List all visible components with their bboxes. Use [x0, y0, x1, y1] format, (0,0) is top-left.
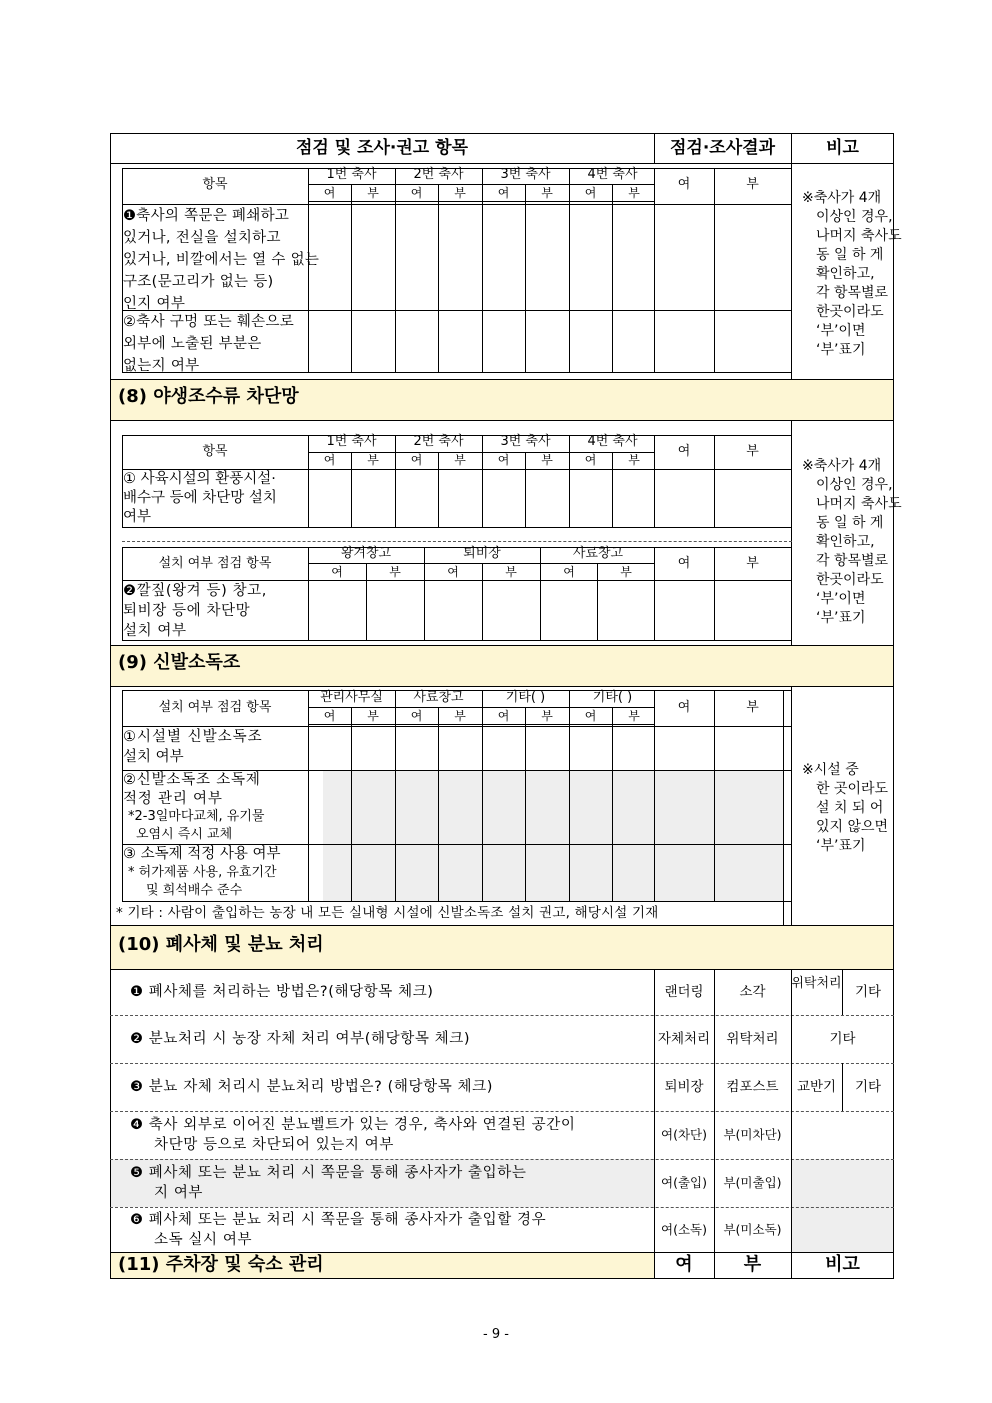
- item-text-line: 구조(문고리가 없는 등): [123, 274, 274, 290]
- row-text-line: ❶ 폐사체를 처리하는 방법은?(해당항목 체크): [130, 984, 434, 1000]
- barn-header-3: 3번 축사: [500, 167, 551, 182]
- yes-subheader: 여: [497, 186, 510, 200]
- place-header-4: 기타( ): [592, 690, 633, 705]
- rule-line: [714, 969, 715, 1252]
- rule-line: [110, 1252, 894, 1253]
- row-text-line: 차단망 등으로 차단되어 있는지 여부: [154, 1137, 394, 1153]
- yes-subheader: 여: [584, 709, 597, 723]
- rule-line: [791, 686, 792, 925]
- item-text-line: 없는지 여부: [123, 358, 200, 374]
- no-subheader: 부: [454, 186, 466, 200]
- rule-line: [122, 527, 792, 528]
- row-text-line: 소독 실시 여부: [154, 1231, 253, 1248]
- option-cell[interactable]: 기타: [854, 984, 882, 1000]
- dashed-rule: [110, 1015, 894, 1016]
- item-text-line: 있거나, 전실을 설치하고: [123, 230, 281, 246]
- yes-subheader: 여: [497, 453, 510, 467]
- item-label-header: 항목: [202, 444, 228, 459]
- option-cell[interactable]: 부(미차단): [723, 1127, 782, 1142]
- item-text-line: ❶축사의 쪽문은 폐쇄하고: [123, 208, 290, 224]
- rule-line: [438, 184, 439, 372]
- no-subheader: 부: [541, 186, 553, 200]
- item-text-line: 설치 여부: [123, 749, 184, 765]
- rule-line: [791, 969, 792, 1279]
- option-cell[interactable]: 여(차단): [661, 1127, 707, 1142]
- result-no-header: 부: [746, 556, 759, 571]
- result-yes-header: 여: [677, 700, 691, 715]
- rule-line: [791, 163, 792, 379]
- barn-header-3: 3번 축사: [500, 434, 551, 449]
- no-subheader: 부: [541, 453, 553, 467]
- dashed-rule: [110, 1159, 894, 1160]
- dashed-rule: [110, 1207, 894, 1208]
- item-text-line: ①시설별 신발소독조: [123, 729, 263, 745]
- item-text-line: 인지 여부: [123, 296, 186, 312]
- check-item-header: 설치 여부 점검 항목: [158, 556, 272, 571]
- section-10-title: (10) 폐사체 및 분뇨 처리: [118, 934, 324, 955]
- rule-line: [714, 168, 715, 372]
- yes-subheader: 여: [447, 565, 459, 579]
- no-subheader: 부: [541, 709, 553, 723]
- item-text-line: 있거나, 비깔에서는 열 수 없는: [123, 252, 320, 268]
- section-11-remark-header: 비고: [825, 1254, 860, 1275]
- barn-header-2: 2번 축사: [413, 434, 464, 449]
- item-text-line: 퇴비장 등에 차단망: [123, 603, 251, 619]
- remark-note-line: 이상인 경우,: [816, 477, 893, 493]
- storage-header-3: 사료창고: [572, 546, 624, 561]
- item-text-line: *2-3일마다교체, 유기물: [128, 809, 265, 824]
- rule-line: [110, 379, 894, 380]
- yes-subheader: 여: [410, 709, 423, 723]
- rule-line: [791, 420, 792, 645]
- rule-line: [783, 690, 784, 925]
- row-text-line: 지 여부: [154, 1185, 204, 1201]
- remark-note-line: 확인하고,: [816, 266, 875, 282]
- option-cell[interactable]: 부(미출입): [723, 1175, 782, 1190]
- remark-note-line: 있지 않으면: [816, 819, 889, 835]
- rule-line: [122, 901, 792, 902]
- option-cell[interactable]: 여(소독): [661, 1221, 707, 1237]
- option-cell[interactable]: 위탁처리: [726, 1031, 779, 1047]
- storage-header-1: 왕겨창고: [340, 546, 392, 561]
- remark-note-line: 각 항목별로: [816, 553, 889, 569]
- item-text-line: ① 사육시설의 환풍시설·: [123, 471, 276, 487]
- remark-note-line: 동 일 하 게: [816, 247, 884, 263]
- yes-subheader: 여: [323, 709, 336, 723]
- result-no-header: 부: [746, 700, 759, 715]
- rule-line: [110, 925, 894, 926]
- result-yes-header: 여: [677, 177, 691, 192]
- remark-note-line: ‘부’표기: [816, 342, 866, 358]
- barn-header-2: 2번 축사: [413, 167, 464, 182]
- option-cell[interactable]: 랜더링: [664, 984, 704, 1000]
- rule-line: [110, 163, 894, 164]
- section-9-title: (9) 신발소독조: [118, 652, 241, 673]
- rule-line: [714, 690, 715, 901]
- yes-subheader: 여: [563, 565, 575, 579]
- rule-line: [612, 707, 613, 901]
- yes-subheader: 여: [584, 186, 597, 200]
- rule-line: [438, 707, 439, 901]
- rule-line: [351, 184, 352, 372]
- remark-note-line: ‘부’표기: [816, 838, 866, 854]
- row-text-line: ❸ 분뇨 자체 처리시 분뇨처리 방법은? (해당항목 체크): [130, 1079, 494, 1095]
- yes-subheader: 여: [410, 453, 423, 467]
- item-text-line: ②축사 구멍 또는 훼손으로: [123, 314, 295, 330]
- no-subheader: 부: [367, 453, 379, 467]
- place-header-2: 사료창고: [413, 690, 464, 705]
- storage-header-2: 퇴비장: [463, 546, 501, 561]
- yes-subheader: 여: [584, 453, 597, 467]
- page-number: - 9 -: [483, 1327, 509, 1342]
- remark-note-line: ※축사가 4개: [802, 190, 882, 206]
- remark-note-line: 이상인 경우,: [816, 209, 893, 225]
- yes-subheader: 여: [410, 186, 423, 200]
- barn-header-1: 1번 축사: [326, 167, 377, 182]
- rule-line: [110, 420, 894, 421]
- remark-note-line: 나머지 축사도: [816, 228, 902, 244]
- rule-line: [122, 640, 792, 641]
- place-header-3: 기타( ): [505, 690, 546, 705]
- option-cell[interactable]: 소각: [739, 984, 766, 1000]
- rule-line: [122, 726, 792, 727]
- remark-note-line: 확인하고,: [816, 534, 875, 550]
- remark-note-line: ‘부’표기: [816, 610, 866, 626]
- option-cell[interactable]: 부(미소독): [723, 1221, 782, 1237]
- remark-note-line: 한 곳이라도: [816, 781, 889, 797]
- result-no-header: 부: [746, 177, 759, 192]
- no-subheader: 부: [389, 565, 401, 579]
- yes-subheader: 여: [323, 186, 336, 200]
- no-subheader: 부: [367, 709, 379, 723]
- no-subheader: 부: [628, 453, 640, 467]
- option-cell[interactable]: 컴포스트: [726, 1079, 779, 1095]
- yes-subheader: 여: [323, 453, 336, 467]
- barn-header-4: 4번 축사: [587, 167, 638, 182]
- barn-header-1: 1번 축사: [326, 434, 377, 449]
- result-yes-header: 여: [677, 444, 691, 459]
- row-text-line: ❻ 폐사체 또는 분뇨 처리 시 쪽문을 통해 종사자가 출입할 경우: [130, 1211, 547, 1228]
- rule-line: [525, 184, 526, 372]
- item-text-line: 배수구 등에 차단망 설치: [123, 490, 277, 506]
- rule-line: [525, 707, 526, 901]
- no-subheader: 부: [454, 453, 466, 467]
- no-subheader: 부: [628, 709, 640, 723]
- remark-note-line: 각 항목별로: [816, 285, 889, 301]
- no-subheader: 부: [628, 186, 640, 200]
- section-8-title: (8) 야생조수류 차단망: [118, 386, 299, 407]
- no-subheader: 부: [505, 565, 517, 579]
- remark-note-line: 한곳이라도: [816, 304, 884, 320]
- item-text-line: 오염시 즉시 교체: [136, 827, 233, 842]
- yes-subheader: 여: [331, 565, 343, 579]
- remark-note-line: ※시설 중: [802, 762, 859, 778]
- remark-note-line: ‘부’이면: [816, 323, 866, 339]
- option-cell[interactable]: 여(출입): [661, 1175, 707, 1190]
- remark-note-line: 나머지 축사도: [816, 496, 902, 512]
- header-remark: 비고: [826, 138, 859, 158]
- section-11-no-header: 부: [743, 1254, 762, 1275]
- result-yes-header: 여: [677, 556, 691, 571]
- option-cell[interactable]: 기타: [829, 1031, 856, 1047]
- row-text-line: ❷ 분뇨처리 시 농장 자체 처리 여부(해당항목 체크): [130, 1031, 471, 1047]
- yes-subheader: 여: [497, 709, 510, 723]
- no-subheader: 부: [367, 186, 379, 200]
- item-text-line: 및 희석배수 준수: [146, 883, 243, 898]
- item-text-line: 적정 관리 여부: [123, 791, 223, 807]
- remark-note-line: 동 일 하 게: [816, 515, 884, 531]
- option-cell[interactable]: 위탁처리: [791, 976, 842, 991]
- rule-line: [110, 645, 894, 646]
- rule-line: [110, 969, 894, 970]
- option-cell[interactable]: 교반기: [796, 1079, 837, 1095]
- item-text-line: ③ 소독제 적정 사용 여부: [123, 846, 281, 862]
- check-item-header: 설치 여부 점검 항목: [158, 700, 272, 715]
- no-subheader: 부: [454, 709, 466, 723]
- option-cell[interactable]: 퇴비장: [664, 1079, 704, 1095]
- remark-note-line: 설 치 되 어: [816, 800, 884, 816]
- rule-line: [612, 184, 613, 372]
- no-subheader: 부: [620, 565, 632, 579]
- row-text-line: ❹ 축사 외부로 이어진 분뇨벨트가 있는 경우, 축사와 연결된 공간이: [130, 1117, 576, 1133]
- header-result: 점검·조사결과: [670, 138, 775, 158]
- item-text-line: 외부에 노출된 부분은: [123, 336, 262, 352]
- remark-note-line: 한곳이라도: [816, 572, 884, 588]
- section-11-title: (11) 주차장 및 숙소 관리: [118, 1254, 324, 1275]
- item-label-header: 항목: [202, 177, 228, 192]
- place-header-1: 관리사무실: [320, 690, 383, 705]
- dashed-rule: [110, 1111, 894, 1112]
- option-cell[interactable]: 자체처리: [657, 1031, 711, 1047]
- dashed-rule: [110, 1063, 894, 1064]
- item-text-line: ②신발소독조 소독제: [123, 772, 261, 788]
- rule-line: [110, 686, 894, 687]
- barn-header-4: 4번 축사: [587, 434, 638, 449]
- option-cell[interactable]: 기타: [854, 1079, 882, 1095]
- row-text-line: ❺ 폐사체 또는 분뇨 처리 시 쪽문을 통해 종사자가 출입하는: [130, 1165, 527, 1181]
- result-no-header: 부: [746, 444, 759, 459]
- remark-note-line: ‘부’이면: [816, 591, 866, 607]
- item-text-line: ❷깔짚(왕겨 등) 창고,: [123, 583, 267, 599]
- header-inspection-items: 점검 및 조사·권고 항목: [295, 138, 468, 158]
- dashed-rule: [122, 541, 792, 542]
- item-text-line: 설치 여부: [123, 623, 187, 639]
- section-11-yes-header: 여: [675, 1254, 693, 1275]
- item-text-line: * 허가제품 사용, 유효기간: [128, 865, 277, 880]
- remark-note-line: ※축사가 4개: [802, 458, 882, 474]
- rule-line: [351, 707, 352, 901]
- section-9-footnote: * 기타 : 사람이 출입하는 농장 내 모든 실내형 시설에 신발소독조 설치 권고, 해당시설 기재: [116, 905, 659, 921]
- item-text-line: 여부: [123, 509, 152, 525]
